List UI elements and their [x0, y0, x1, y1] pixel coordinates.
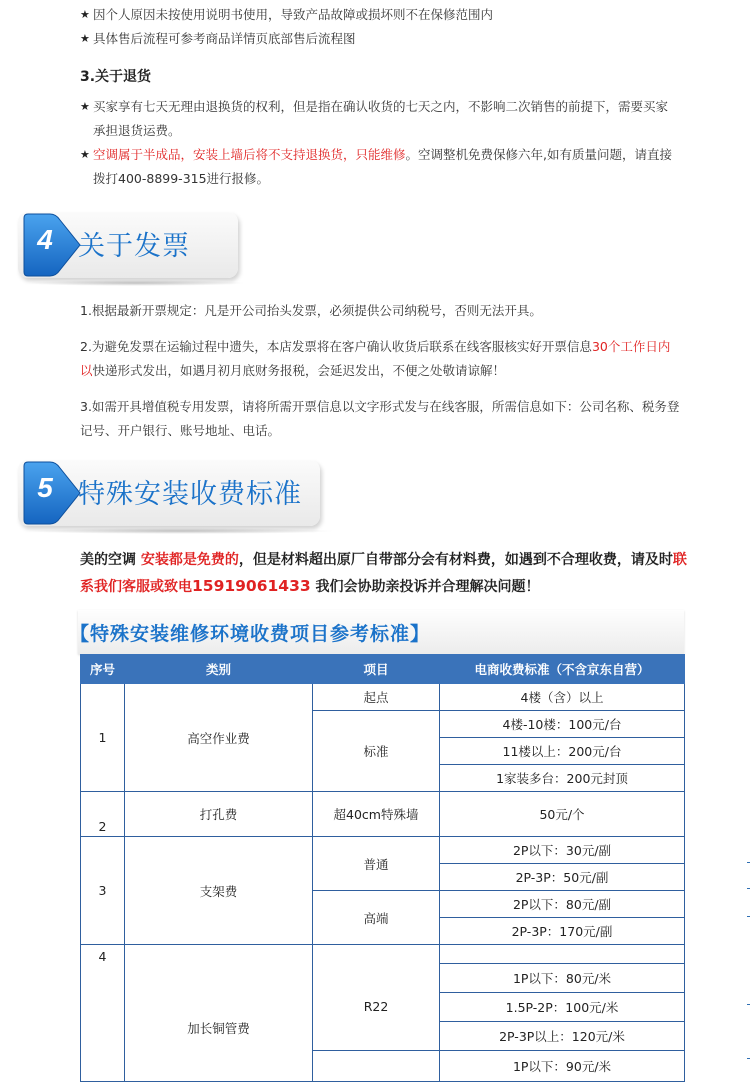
star-icon: ★ — [80, 148, 90, 161]
row-price: 1.5P-2P：100元/米 — [440, 993, 685, 1022]
bullet-text: 因个人原因未按使用说明书使用，导致产品故障或损坏则不在保修范围内 — [93, 7, 494, 22]
no-return-notice: 空调属于半成品，安装上墙后将不支持退换货，只能维修 — [93, 147, 406, 162]
warranty-notice: 。空调整机免费保修六年,如有质量问题，请直接拨打400-8899-315进行报修。 — [93, 147, 672, 186]
returns-bullet — [80, 95, 680, 143]
row-no: 2 — [81, 792, 125, 837]
row-item-spacer — [313, 945, 440, 964]
table-row — [81, 945, 685, 964]
header-category: 类别 — [125, 655, 313, 684]
star-icon: ★ — [80, 32, 90, 45]
star-icon: ★ — [80, 8, 90, 21]
row-price: 2P-3P：50元/副 — [440, 864, 685, 891]
row-price: 1家装多台：200元封顶 — [440, 765, 685, 792]
row-category: 支架费 — [125, 837, 313, 945]
warranty-bullet — [80, 27, 680, 51]
row-no: 4 — [81, 945, 125, 1082]
table-header-row — [81, 655, 685, 684]
intro-text: 美的空调 — [80, 552, 141, 568]
row-price-spacer — [440, 945, 685, 964]
intro-text: 我们会协助亲投诉并合理解决问题！ — [310, 579, 540, 595]
section-title: 关于发票 — [78, 231, 190, 262]
row-price: 1P以下：80元/米 — [440, 964, 685, 993]
row-item-partial — [313, 1051, 440, 1082]
contact-highlight: 联系我们客服或致电 — [80, 552, 687, 595]
section-title: 特殊安装收费标准 — [78, 479, 302, 510]
row-price: 4楼（含）以上 — [440, 684, 685, 711]
row-price: 2P-3P：170元/副 — [440, 918, 685, 945]
banner-shadow — [26, 528, 336, 534]
invoice-paragraph — [80, 335, 680, 383]
returns-heading: 3.关于退货 — [80, 69, 152, 85]
invoice-paragraph: 3.如需开具增值税专用发票，请将所需开票信息以文字形式发与在线客服，所需信息如下：公司名称、税务登记号、开户银行、账号地址、电话。 — [80, 399, 680, 438]
row-price: 11楼以上：200元/台 — [440, 738, 685, 765]
fee-intro — [80, 547, 695, 600]
table-row — [81, 792, 685, 837]
fee-table — [80, 654, 685, 1082]
star-icon: ★ — [80, 100, 90, 113]
table-row — [81, 684, 685, 711]
row-item: 高端 — [313, 891, 440, 945]
row-category: 加长铜管费 — [125, 945, 313, 1082]
header-no: 序号 — [81, 655, 125, 684]
invoice-paragraph: 1.根据最新开票规定：凡是开公司抬头发票，必须提供公司纳税号，否则无法开具。 — [80, 303, 542, 318]
invoice-text: 快递形式发出，如遇月初月底财务报税，会延迟发出，不便之处敬请谅解！ — [92, 363, 506, 378]
returns-bullet — [80, 143, 680, 191]
invoice-deadline: 30个工作日内以 — [80, 339, 671, 378]
bullet-text — [80, 143, 680, 191]
bullet-text: 买家享有七天无理由退换货的权利，但是指在确认收货的七天之内，不影响二次销售的前提下，需要买家承担退货运费。 — [93, 99, 669, 138]
row-item: 超40cm特殊墙 — [313, 792, 440, 837]
table-row — [81, 837, 685, 864]
phone-number[interactable]: 15919061433 — [192, 577, 311, 595]
intro-text: ，但是材料超出原厂自带部分会有材料费，如遇到不合理收费，请及时 — [238, 552, 673, 568]
row-category: 打孔费 — [125, 792, 313, 837]
row-item: 起点 — [313, 684, 440, 711]
row-item: 普通 — [313, 837, 440, 891]
row-item: 标准 — [313, 711, 440, 792]
fee-table-title-bar — [70, 610, 684, 654]
section-number: 5 — [37, 472, 53, 503]
row-category: 高空作业费 — [125, 684, 313, 792]
row-price: 2P-3P以上：120元/米 — [440, 1022, 685, 1051]
row-no: 1 — [81, 684, 125, 792]
banner-shadow — [26, 280, 246, 286]
header-price: 电商收费标准（不含京东自营） — [440, 655, 685, 684]
bullet-text: 具体售后流程可参考商品详情页底部售后流程图 — [93, 31, 356, 46]
row-price: 4楼-10楼：100元/台 — [440, 711, 685, 738]
row-price: 1P以下：90元/米 — [440, 1051, 685, 1082]
row-price: 50元/个 — [440, 792, 685, 837]
row-price: 2P以下：30元/副 — [440, 837, 685, 864]
section-number: 4 — [37, 224, 53, 255]
warranty-bullet — [80, 3, 680, 27]
row-price: 2P以下：80元/副 — [440, 891, 685, 918]
fee-table-title: 【特殊安装维修环境收费项目参考标准】 — [70, 623, 431, 645]
row-no: 3 — [81, 837, 125, 945]
header-item: 项目 — [313, 655, 440, 684]
row-item: R22 — [313, 964, 440, 1051]
free-install-highlight: 安装都是免费的 — [140, 552, 239, 568]
invoice-text: 2.为避免发票在运输过程中遗失，本店发票将在客户确认收货后联系在线客服核实好开票信息 — [80, 339, 592, 354]
